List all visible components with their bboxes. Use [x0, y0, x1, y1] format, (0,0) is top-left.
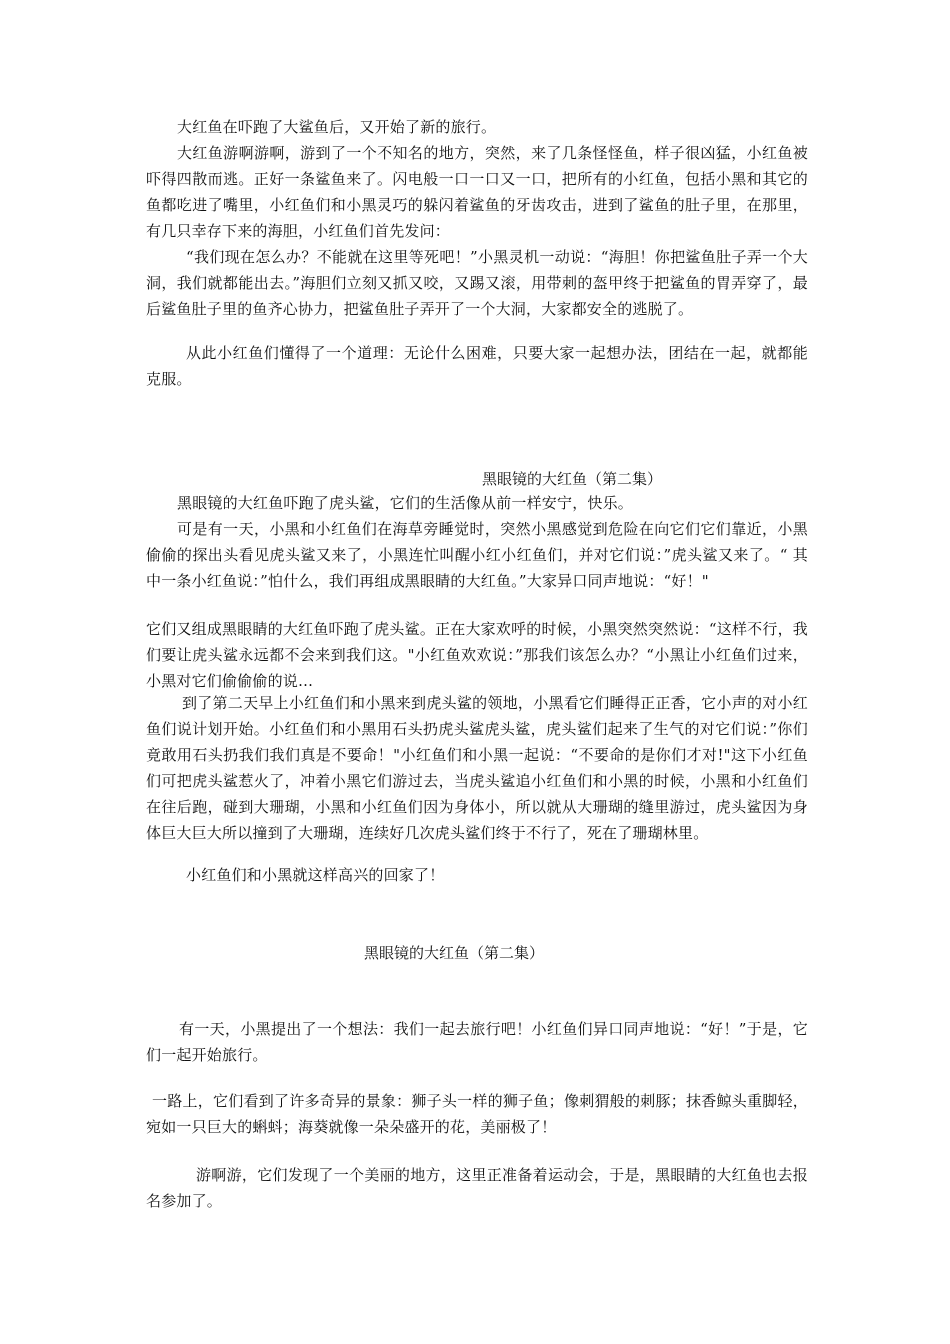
paragraph: 到了第二天早上小红鱼们和小黑来到虎头鲨的领地，小黑看它们睡得正正香，它小声的对小红鱼们说计划开始。小红鱼们和小黑用石头扔虎头鲨虎头鲨，虎头鲨们起来了生气的对它们说：”你们竟敢用石头扔我们我们真是不要命！"小红鱼们和小黑一起说：“不要命的是你们才对!"这下小红鱼们可把虎头鲨惹火了，冲着小黑它们游过去，当虎头鲨追小红鱼们和小黑的时候，小黑和小红鱼们在往后跑，碰到大珊瑚，小黑和小红鱼们因为身体小，所以就从大珊瑚的缝里游过，虎头鲨因为身体巨大巨大所以撞到了大珊瑚，连续好几次虎头鲨们终于不行了，死在了珊瑚林里。	[146, 694, 808, 842]
paragraph: 一路上，它们看到了许多奇异的景象：狮子头一样的狮子鱼；像刺猬般的刺豚；抹香鲸头重脚轻，宛如一只巨大的蝌蚪；海葵就像一朵朵盛开的花，美丽极了！	[146, 1092, 808, 1136]
paragraph: 黑眼镜的大红鱼吓跑了虎头鲨，它们的生活像从前一样安宁，快乐。	[177, 494, 634, 512]
paragraph: 大红鱼游啊游啊，游到了一个不知名的地方，突然，来了几条怪怪鱼，样子很凶猛，小红鱼被吓得四散而逃。正好一条鲨鱼来了。闪电般一口一口又一口，把所有的小红鱼，包括小黑和其它的鱼都吃进了嘴里，小红鱼们和小黑灵巧的躲闪着鲨鱼的牙齿攻击，进到了鲨鱼的肚子里，在那里，有几只幸存下来的海胆，小红鱼们首先发问：	[146, 144, 808, 240]
paragraph: “我们现在怎么办？不能就在这里等死吧！”小黑灵机一动说：“海胆！你把鲨鱼肚子弄一个大洞，我们就都能出去。”海胆们立刻又抓又咬，又踢又滚，用带刺的盔甲终于把鲨鱼的胃弄穿了，最后鲨鱼肚子里的鱼齐心协力，把鲨鱼肚子弄开了一个大洞，大家都安全的逃脱了。	[146, 248, 808, 318]
section-title: 黑眼镜的大红鱼（第二集）	[482, 470, 663, 488]
section-title: 黑眼镜的大红鱼（第二集）	[364, 944, 545, 962]
paragraph: 游啊游，它们发现了一个美丽的地方，这里正准备着运动会，于是，黑眼睛的大红鱼也去报名参加了。	[146, 1166, 808, 1210]
paragraph: 有一天，小黑提出了一个想法：我们一起去旅行吧！小红鱼们异口同声地说：“好！”于是，它们一起开始旅行。	[146, 1020, 808, 1064]
paragraph: 从此小红鱼们懂得了一个道理：无论什么困难，只要大家一起想办法，团结在一起，就都能克服。	[146, 344, 808, 388]
paragraph: 大红鱼在吓跑了大鲨鱼后，又开始了新的旅行。	[177, 118, 497, 136]
paragraph: 它们又组成黑眼睛的大红鱼吓跑了虎头鲨。正在大家欢呼的时候，小黑突然突然说：“这样不行，我们要让虎头鲨永远都不会来到我们这。"小红鱼欢欢说：”那我们该怎么办？“小黑让小红鱼们过来，小黑对它们偷偷偷的说…	[146, 620, 808, 690]
paragraph: 小红鱼们和小黑就这样高兴的回家了！	[186, 866, 445, 884]
paragraph: 可是有一天，小黑和小红鱼们在海草旁睡觉时，突然小黑感觉到危险在向它们它们靠近，小黑偷偷的探出头看见虎头鲨又来了，小黑连忙叫醒小红小红鱼们，并对它们说：”虎头鲨又来了。“ 其中一条小红鱼说：”怕什么，我们再组成黑眼睛的大红鱼。”大家异口同声地说：“好！"	[146, 520, 808, 590]
